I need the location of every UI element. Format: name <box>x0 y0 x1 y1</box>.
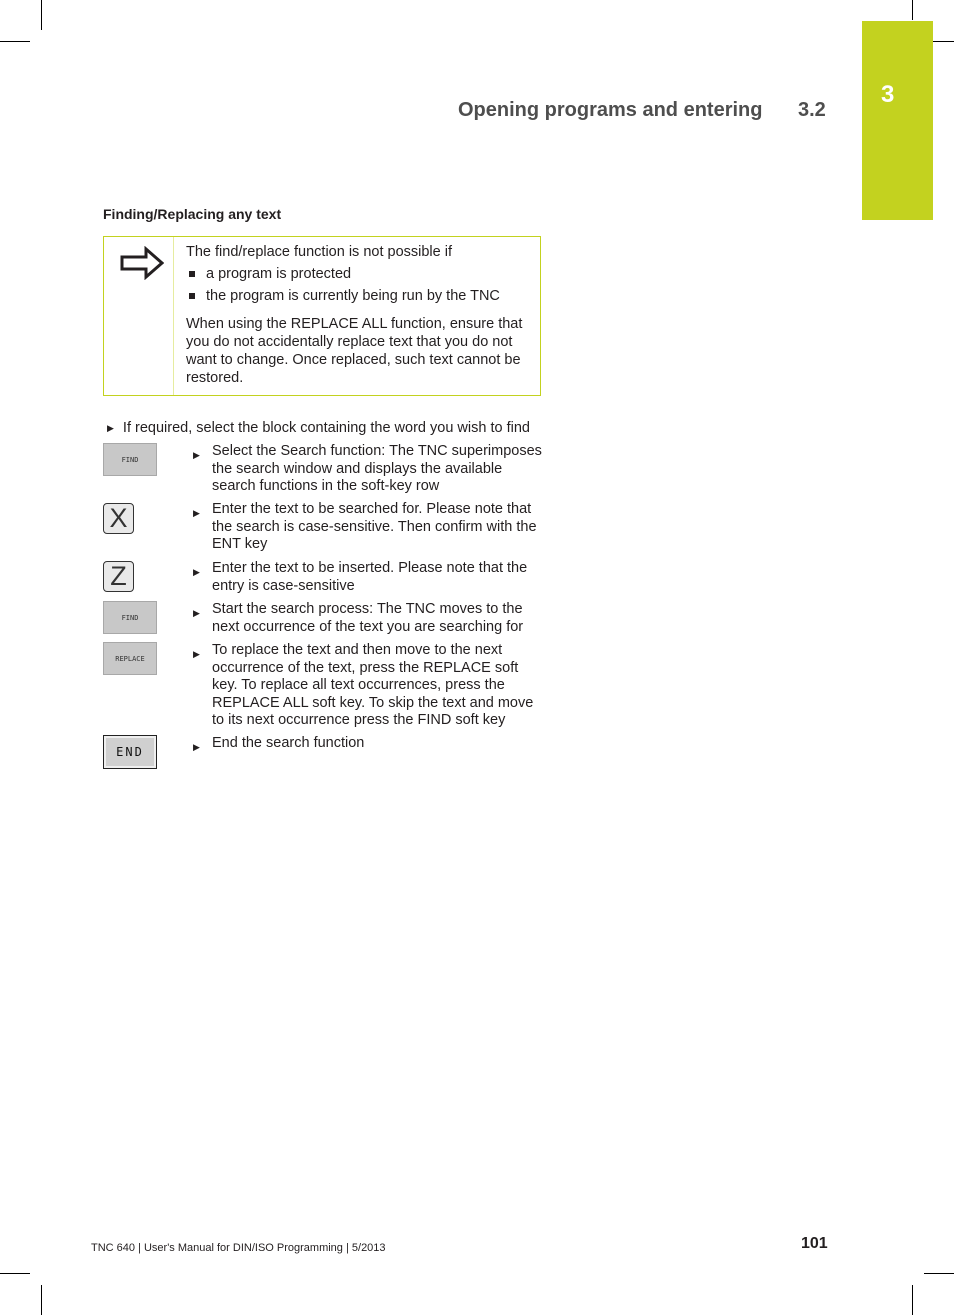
step-item <box>193 601 543 636</box>
find-softkey[interactable]: FIND <box>103 443 157 476</box>
header-title: Opening programs and entering <box>458 99 763 121</box>
z-key[interactable]: Z <box>103 561 134 592</box>
crop-mark <box>41 0 42 30</box>
note-paragraph: When using the REPLACE ALL function, ensure that you do not accidentally replace text that you do not want to change. Once replaced, such text cannot be restored. <box>186 316 523 386</box>
intro-step-text: If required, select the block containing the word you wish to find <box>122 420 530 436</box>
find-softkey[interactable]: FIND <box>103 601 157 634</box>
triangle-bullet-icon: ▶ <box>107 423 114 433</box>
note-box <box>103 236 541 396</box>
triangle-bullet-icon: ▶ <box>193 608 200 618</box>
step-text: To replace the text and then move to the next occurrence of the text, press the REPLACE soft key. To replace all text occurrences, press the REPLACE ALL soft key. To skip the text and move to its next occurrence press the FIND soft key <box>212 642 534 729</box>
end-key[interactable]: END <box>103 735 157 769</box>
replace-softkey[interactable]: REPLACE <box>103 642 157 675</box>
note-bullet: a program is protected <box>186 265 534 283</box>
hollow-arrow-right-icon <box>120 246 164 280</box>
note-intro: The find/replace function is not possible if <box>186 244 452 260</box>
crop-mark <box>0 1273 30 1274</box>
triangle-bullet-icon: ▶ <box>193 508 200 518</box>
note-bullet: the program is currently being run by the TNC <box>186 287 534 305</box>
triangle-bullet-icon: ▶ <box>193 450 200 460</box>
crop-mark <box>41 1285 42 1315</box>
step-text: Enter the text to be inserted. Please note that the entry is case-sensitive <box>212 560 528 594</box>
step-text: Start the search process: The TNC moves to the next occurrence of the text you are searching for <box>212 601 524 635</box>
crop-mark <box>912 1285 913 1315</box>
triangle-bullet-icon: ▶ <box>193 649 200 659</box>
triangle-bullet-icon: ▶ <box>193 567 200 577</box>
triangle-bullet-icon: ▶ <box>193 742 200 752</box>
note-divider <box>173 237 174 395</box>
step-item <box>193 642 543 730</box>
note-text <box>186 243 534 387</box>
step-text: Select the Search function: The TNC superimposes the search window and displays the available search functions in the soft-key row <box>212 443 542 495</box>
page-number: 101 <box>801 1235 828 1252</box>
x-key[interactable]: X <box>103 503 134 534</box>
section-heading: Finding/Replacing any text <box>103 206 282 222</box>
note-bullet-list <box>186 265 534 305</box>
crop-mark <box>912 0 913 20</box>
header-section-number: 3.2 <box>798 99 826 121</box>
step-item <box>193 735 543 753</box>
crop-mark <box>0 41 30 42</box>
step-text: Enter the text to be searched for. Please note that the search is case-sensitive. Then confirm with the ENT key <box>212 501 537 553</box>
crop-mark <box>924 1273 954 1274</box>
intro-step <box>107 419 547 437</box>
footer-text: TNC 640 | User's Manual for DIN/ISO Programming | 5/2013 <box>91 1242 386 1254</box>
step-item <box>193 501 543 554</box>
chapter-number: 3 <box>881 81 895 108</box>
step-text: End the search function <box>212 735 365 751</box>
step-item <box>193 560 543 595</box>
step-item <box>193 443 543 496</box>
chapter-tab <box>862 21 933 220</box>
